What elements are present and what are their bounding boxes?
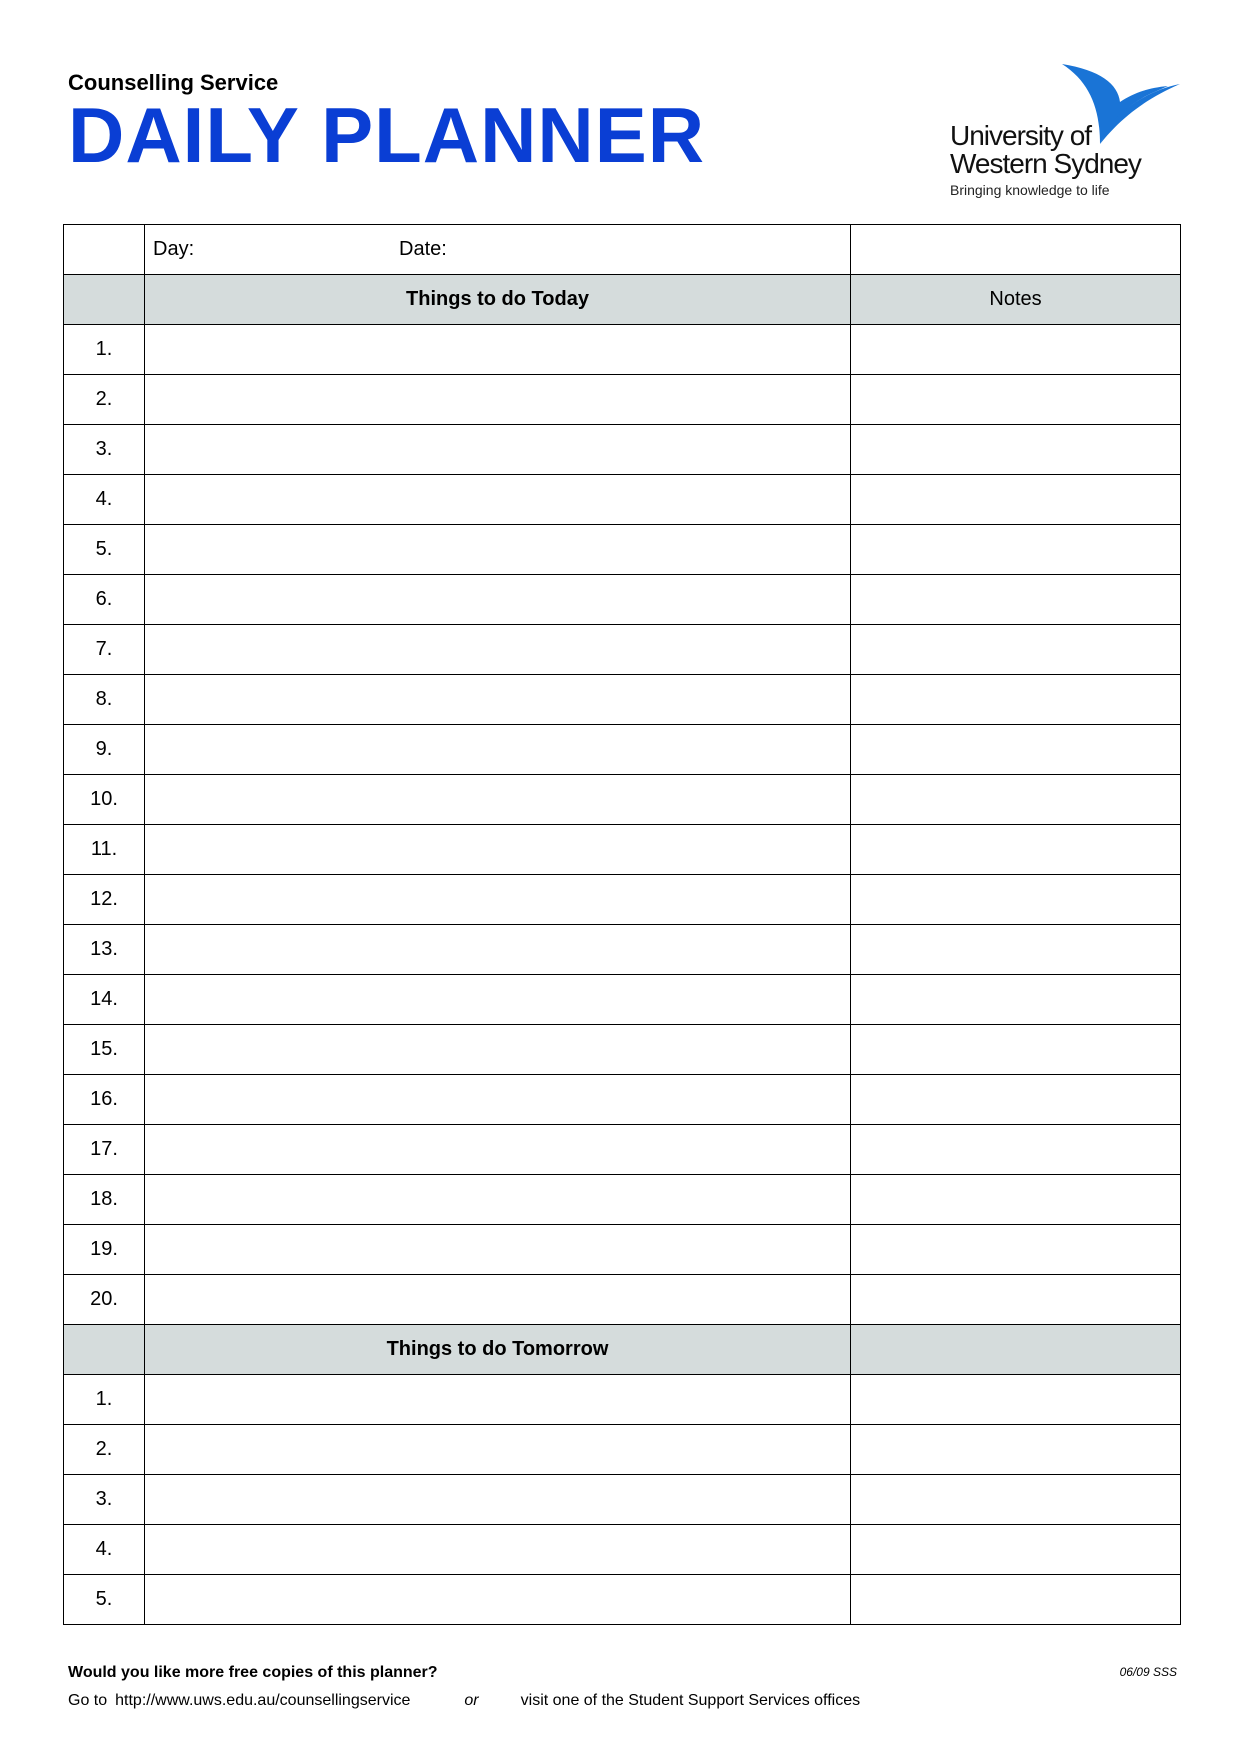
today-notes-cell[interactable] [851, 575, 1181, 625]
row-number: 4. [64, 475, 145, 525]
today-notes-cell[interactable] [851, 875, 1181, 925]
row-number: 5. [64, 525, 145, 575]
blank-cell [64, 275, 145, 325]
today-task-row [64, 875, 1181, 925]
today-task-cell[interactable] [145, 825, 851, 875]
today-task-cell[interactable] [145, 1225, 851, 1275]
today-task-row [64, 625, 1181, 675]
today-task-cell[interactable] [145, 875, 851, 925]
row-number: 19. [64, 1225, 145, 1275]
today-task-row [64, 825, 1181, 875]
tomorrow-task-row [64, 1525, 1181, 1575]
today-task-row [64, 1125, 1181, 1175]
today-notes-cell[interactable] [851, 725, 1181, 775]
today-notes-cell[interactable] [851, 1025, 1181, 1075]
today-notes-cell[interactable] [851, 775, 1181, 825]
row-number: 2. [64, 375, 145, 425]
tomorrow-header-row [64, 1325, 1181, 1375]
today-task-cell[interactable] [145, 325, 851, 375]
today-task-cell[interactable] [145, 475, 851, 525]
day-label: Day: [153, 238, 195, 260]
today-task-cell[interactable] [145, 775, 851, 825]
today-notes-cell[interactable] [851, 975, 1181, 1025]
today-notes-cell[interactable] [851, 375, 1181, 425]
today-task-cell[interactable] [145, 1075, 851, 1125]
row-number: 6. [64, 575, 145, 625]
today-task-cell[interactable] [145, 375, 851, 425]
today-task-cell[interactable] [145, 1025, 851, 1075]
today-task-row [64, 1175, 1181, 1225]
tomorrow-task-row [64, 1425, 1181, 1475]
today-task-cell[interactable] [145, 1275, 851, 1325]
footer-goto: Go to [68, 1692, 108, 1709]
today-task-row [64, 475, 1181, 525]
today-header-row [64, 275, 1181, 325]
tomorrow-task-row [64, 1375, 1181, 1425]
today-notes-cell[interactable] [851, 1075, 1181, 1125]
notes-header: Notes [851, 275, 1181, 325]
day-date-row [64, 225, 1181, 275]
today-task-row [64, 525, 1181, 575]
row-number: 5. [64, 1575, 145, 1625]
row-number: 7. [64, 625, 145, 675]
tomorrow-notes-cell[interactable] [851, 1575, 1181, 1625]
footer-question: Would you like more free copies of this planner? [68, 1664, 438, 1681]
today-notes-cell[interactable] [851, 475, 1181, 525]
tomorrow-notes-cell[interactable] [851, 1475, 1181, 1525]
tomorrow-notes-cell[interactable] [851, 1375, 1181, 1425]
tomorrow-task-row [64, 1575, 1181, 1625]
today-notes-cell[interactable] [851, 925, 1181, 975]
today-task-cell[interactable] [145, 425, 851, 475]
university-logo [950, 64, 1180, 204]
today-task-row [64, 325, 1181, 375]
row-number: 1. [64, 1375, 145, 1425]
tomorrow-task-cell[interactable] [145, 1425, 851, 1475]
today-task-row [64, 925, 1181, 975]
today-task-row [64, 725, 1181, 775]
today-notes-cell[interactable] [851, 625, 1181, 675]
today-header: Things to do Today [145, 275, 851, 325]
row-number: 16. [64, 1075, 145, 1125]
today-task-cell[interactable] [145, 725, 851, 775]
tomorrow-task-cell[interactable] [145, 1525, 851, 1575]
today-task-row [64, 375, 1181, 425]
row-number: 12. [64, 875, 145, 925]
today-task-cell[interactable] [145, 675, 851, 725]
blank-cell [64, 1325, 145, 1375]
row-number: 20. [64, 1275, 145, 1325]
day-date-cell[interactable] [145, 225, 851, 275]
today-task-row [64, 1275, 1181, 1325]
row-number: 3. [64, 425, 145, 475]
row-number: 15. [64, 1025, 145, 1075]
row-number: 2. [64, 1425, 145, 1475]
today-notes-cell[interactable] [851, 1125, 1181, 1175]
tomorrow-header: Things to do Tomorrow [145, 1325, 851, 1375]
row-number: 9. [64, 725, 145, 775]
footer-url-link[interactable]: http://www.uws.edu.au/counsellingservice [115, 1692, 411, 1709]
logo-line-2: Western Sydney [950, 148, 1141, 179]
blank-cell [64, 225, 145, 275]
tomorrow-task-row [64, 1475, 1181, 1525]
today-task-row [64, 425, 1181, 475]
footer-visit: visit one of the Student Support Services offices [520, 1692, 861, 1709]
tomorrow-task-cell[interactable] [145, 1375, 851, 1425]
footer-or: or [464, 1692, 479, 1709]
row-number: 17. [64, 1125, 145, 1175]
page-title: DAILY PLANNER [68, 91, 706, 179]
today-notes-cell[interactable] [851, 1275, 1181, 1325]
today-task-row [64, 1225, 1181, 1275]
today-notes-cell[interactable] [851, 425, 1181, 475]
today-notes-cell[interactable] [851, 1225, 1181, 1275]
today-task-cell[interactable] [145, 925, 851, 975]
today-task-cell[interactable] [145, 625, 851, 675]
tomorrow-task-cell[interactable] [145, 1475, 851, 1525]
footer-line [68, 1692, 860, 1710]
logo-tagline: Bringing knowledge to life [950, 182, 1110, 198]
planner-table [63, 224, 1181, 1625]
today-notes-cell[interactable] [851, 525, 1181, 575]
row-number: 1. [64, 325, 145, 375]
today-notes-cell[interactable] [851, 825, 1181, 875]
logo-line-1: University of [950, 120, 1092, 151]
today-task-cell[interactable] [145, 975, 851, 1025]
row-number: 14. [64, 975, 145, 1025]
row-number: 11. [64, 825, 145, 875]
row-number: 3. [64, 1475, 145, 1525]
row-number: 10. [64, 775, 145, 825]
tomorrow-notes-cell[interactable] [851, 1425, 1181, 1475]
today-task-row [64, 1075, 1181, 1125]
today-task-row [64, 1025, 1181, 1075]
service-name: Counselling Service [68, 70, 279, 95]
today-task-cell[interactable] [145, 1175, 851, 1225]
footer-code: 06/09 SSS [1119, 1665, 1177, 1679]
today-task-cell[interactable] [145, 1125, 851, 1175]
today-task-row [64, 675, 1181, 725]
today-task-cell[interactable] [145, 575, 851, 625]
tomorrow-task-cell[interactable] [145, 1575, 851, 1625]
tomorrow-notes-cell[interactable] [851, 1525, 1181, 1575]
row-number: 8. [64, 675, 145, 725]
row-number: 13. [64, 925, 145, 975]
today-task-row [64, 575, 1181, 625]
row-number: 18. [64, 1175, 145, 1225]
day-notes-cell[interactable] [851, 225, 1181, 275]
today-notes-cell[interactable] [851, 675, 1181, 725]
today-notes-cell[interactable] [851, 1175, 1181, 1225]
today-task-row [64, 975, 1181, 1025]
today-notes-cell[interactable] [851, 325, 1181, 375]
today-task-cell[interactable] [145, 525, 851, 575]
blank-cell [851, 1325, 1181, 1375]
today-task-row [64, 775, 1181, 825]
date-label: Date: [399, 238, 447, 260]
row-number: 4. [64, 1525, 145, 1575]
